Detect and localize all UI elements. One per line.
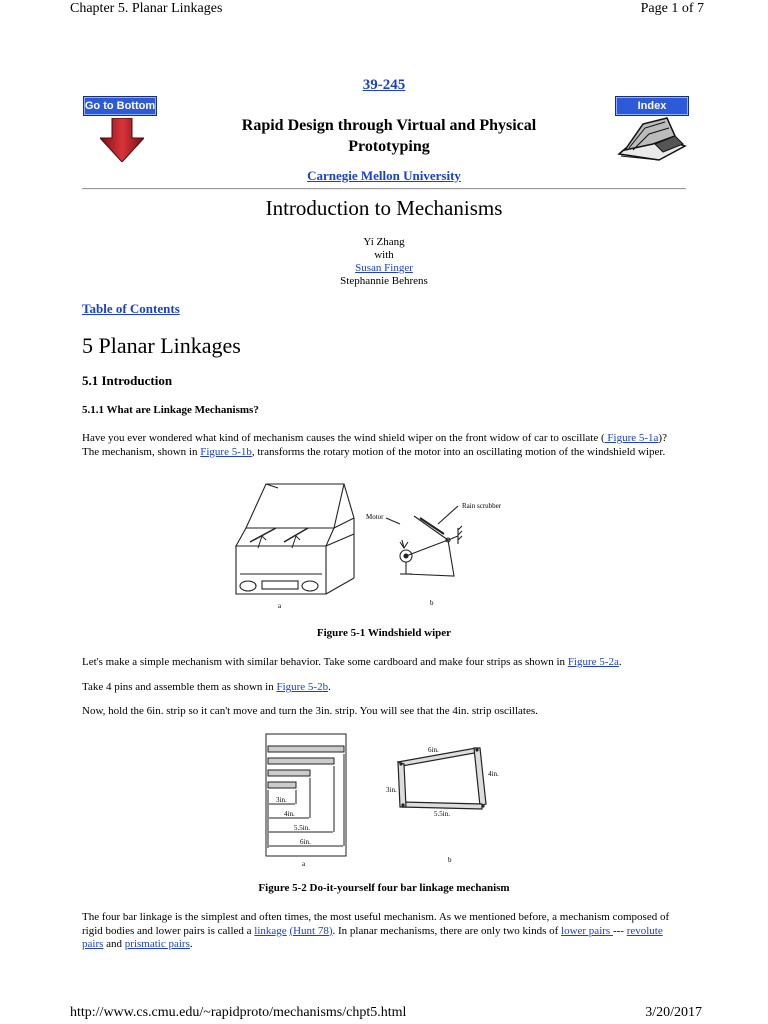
figure-5-2-label-3in-b: 3in.	[386, 786, 397, 794]
paragraph-four-bar: The four bar linkage is the simplest and often times, the most useful mechanism. As we mentioned before, a mechanism composed of rigid bodies and lower pairs is called a linkage (Hunt 78). In planar mechanisms, there are only two kinds of lower pairs --- revolute pairs and prismatic pairs.	[82, 911, 670, 950]
revolute-pairs-link[interactable]: revolute pairs	[82, 924, 663, 950]
university[interactable]	[0, 168, 768, 184]
paragraph-cardboard: Let's make a simple mechanism with similar behavior. Take some cardboard and make four strips as shown in Figure 5-2a.	[82, 656, 622, 668]
footer-url: http://www.cs.cmu.edu/~rapidproto/mechanisms/chpt5.html	[70, 1005, 407, 1020]
index-button[interactable]: Index	[615, 96, 689, 116]
table-of-contents-link[interactable]: Table of Contents	[82, 301, 180, 316]
figure-5-1-windshield-wiper	[226, 478, 542, 612]
page-title: Introduction to Mechanisms	[265, 196, 503, 220]
paragraph-oscillation: Now, hold the 6in. strip so it can't move and turn the 3in. strip. You will see that the 4in. strip oscillates.	[82, 705, 538, 717]
paragraph-intro: Have you ever wondered what kind of mechanism causes the wind shield wiper on the front widow of car to oscillate ( Figure 5-1a)? The mechanism, shown in Figure 5-1b, transforms the rotary motion of the motor into an oscillating motion of the windshield wiper.	[82, 432, 667, 458]
paragraph-pins: Take 4 pins and assemble them as shown in Figure 5-2b.	[82, 681, 331, 693]
figure-5-1-label-b: b	[430, 599, 434, 607]
hunt-78-link[interactable]: (Hunt 78)	[289, 924, 333, 937]
section-heading: 5 Planar Linkages	[82, 333, 241, 358]
author-name: Yi Zhang	[363, 236, 405, 248]
author-with: with	[374, 249, 394, 261]
footer-date: 3/20/2017	[645, 1005, 702, 1020]
figure-5-1-label-motor: Motor	[366, 513, 384, 521]
header-page-number: Page 1 of 7	[640, 1, 704, 16]
page-footer	[0, 1005, 768, 1024]
header-chapter-title: Chapter 5. Planar Linkages	[70, 1, 223, 16]
down-arrow-icon[interactable]	[100, 118, 144, 162]
figure-5-1-caption: Figure 5-1 Windshield wiper	[316, 627, 452, 639]
linkage-link[interactable]: linkage	[254, 924, 287, 937]
divider	[82, 188, 686, 190]
figure-5-1-label-a: a	[278, 602, 282, 610]
subsubsection-heading: 5.1.1 What are Linkage Mechanisms?	[82, 404, 259, 416]
course-number-link[interactable]: 39-245	[362, 77, 406, 93]
course-number[interactable]	[0, 77, 768, 94]
figure-5-2-label-6in: 6in.	[300, 838, 311, 846]
figure-5-2-label-4in: 4in.	[284, 810, 295, 818]
author-name: Stephannie Behrens	[340, 275, 428, 287]
authors	[0, 236, 768, 288]
university-link[interactable]: Carnegie Mellon University	[307, 168, 461, 183]
figure-5-1-label-rain-scrubber: Rain scrubber	[462, 502, 502, 510]
figure-5-2-label-5-5in-b: 5.5in.	[434, 810, 450, 818]
figure-5-1b-link[interactable]: Figure 5-1b	[200, 445, 252, 458]
author-link-susan-finger[interactable]: Susan Finger	[355, 262, 413, 274]
prismatic-pairs-link[interactable]: prismatic pairs	[124, 938, 190, 950]
figure-5-2-four-bar-linkage	[262, 732, 502, 868]
course-title: Rapid Design through Virtual and Physical Prototyping	[241, 117, 537, 155]
figure-5-2-label-b: b	[448, 856, 452, 864]
index-book-icon[interactable]	[615, 114, 689, 162]
figure-5-1a-link[interactable]: Figure 5-1a	[604, 432, 659, 444]
figure-5-2a-link[interactable]: Figure 5-2a	[567, 656, 619, 668]
table-of-contents[interactable]	[82, 301, 180, 317]
figure-5-2-caption: Figure 5-2 Do-it-yourself four bar linkage mechanism	[258, 882, 510, 894]
subsection-heading: 5.1 Introduction	[82, 373, 173, 388]
figure-5-2-label-3in: 3in.	[276, 796, 287, 804]
page-header	[0, 0, 768, 22]
figure-5-2-label-a: a	[302, 860, 306, 868]
lower-pairs-link[interactable]: lower pairs	[561, 924, 613, 937]
figure-5-2-label-6in-b: 6in.	[428, 746, 439, 754]
figure-5-2-label-4in-b: 4in.	[488, 770, 499, 778]
figure-5-2-label-5-5in: 5.5in.	[294, 824, 310, 832]
figure-5-2b-link[interactable]: Figure 5-2b	[276, 681, 329, 693]
go-to-bottom-button[interactable]: Go to Bottom	[83, 96, 157, 116]
